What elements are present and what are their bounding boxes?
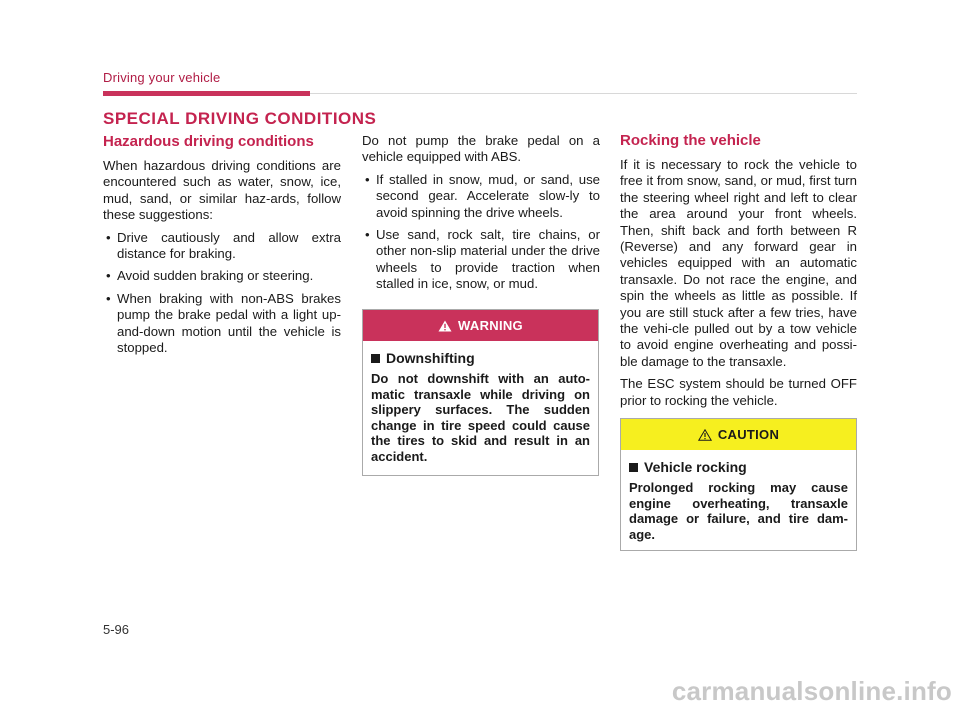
square-bullet-icon bbox=[371, 354, 380, 363]
abs-intro: Do not pump the brake pedal on a vehicle equipped with ABS. bbox=[362, 133, 600, 165]
caution-body bbox=[621, 450, 856, 542]
hazardous-intro: When hazardous driving conditions are encountered such as water, snow, ice, mud, sand, or similar haz-ards, follow these suggestions: bbox=[103, 158, 341, 223]
warning-text: Do not downshift with an auto-matic transaxle while driving on slippery surfaces. The sudden change in tire speed could cause the tires to skid and result in an accident. bbox=[371, 371, 590, 464]
caution-triangle-icon bbox=[698, 429, 712, 441]
hazardous-list bbox=[103, 230, 341, 357]
square-bullet-icon bbox=[629, 463, 638, 472]
rocking-paragraph: If it is necessary to rock the vehicle to free it from snow, sand, or mud, first turn the steering wheel right and left to clear the area around your front wheels. Then, shift back and forth between R (Reverse) and any forward gear in vehicles equipped with an automatic transaxle. Do not race the engine, and spin the wheels as little as possible. If you are still stuck after a few tries, have the vehi-cle pulled out by a tow vehicle to avoid engine overheating and possi-ble damage to the transaxle. bbox=[620, 157, 857, 369]
caution-title bbox=[629, 459, 848, 475]
column-abs bbox=[362, 133, 600, 299]
stalled-list bbox=[362, 172, 600, 293]
caution-text: Prolonged rocking may cause engine overheating, transaxle damage or failure, and tire dam-age. bbox=[629, 480, 848, 542]
header-rule bbox=[310, 93, 857, 94]
caution-header bbox=[621, 419, 856, 450]
warning-label: WARNING bbox=[458, 318, 523, 333]
rocking-heading: Rocking the vehicle bbox=[620, 132, 761, 149]
list-item: • If stalled in snow, mud, or sand, use second gear. Accelerate slow-ly to avoid spinning the drive wheels. bbox=[362, 172, 600, 221]
warning-header bbox=[363, 310, 598, 341]
warning-title-text: Downshifting bbox=[386, 350, 475, 366]
caution-label: CAUTION bbox=[717, 427, 780, 442]
column-rocking bbox=[620, 133, 857, 415]
warning-box bbox=[362, 309, 599, 476]
warning-title bbox=[371, 350, 590, 366]
list-item: • Use sand, rock salt, tire chains, or other non-slip material under the drive wheels to provide traction when stalled in ice, snow, or mud. bbox=[362, 227, 600, 293]
header-accent-bar bbox=[103, 91, 310, 96]
hazardous-heading: Hazardous driving conditions bbox=[103, 133, 314, 150]
list-item: • When braking with non-ABS brakes pump the brake pedal with a light up-and-down motion until the vehicle is stopped. bbox=[103, 291, 341, 357]
warning-body bbox=[363, 341, 598, 465]
warning-triangle-icon bbox=[438, 320, 452, 332]
column-hazardous bbox=[103, 133, 341, 362]
caution-title-text: Vehicle rocking bbox=[644, 459, 747, 475]
page-number: 5-96 bbox=[103, 622, 130, 637]
page-title: SPECIAL DRIVING CONDITIONS bbox=[103, 109, 377, 128]
list-item: • Avoid sudden braking or steering. bbox=[103, 268, 341, 284]
rocking-paragraph: The ESC system should be turned OFF prior to rocking the vehicle. bbox=[620, 376, 857, 408]
caution-box bbox=[620, 418, 857, 551]
watermark: carmanualsonline.info bbox=[671, 676, 952, 706]
section-label: Driving your vehicle bbox=[103, 70, 221, 85]
list-item: • Drive cautiously and allow extra distance for braking. bbox=[103, 230, 341, 263]
